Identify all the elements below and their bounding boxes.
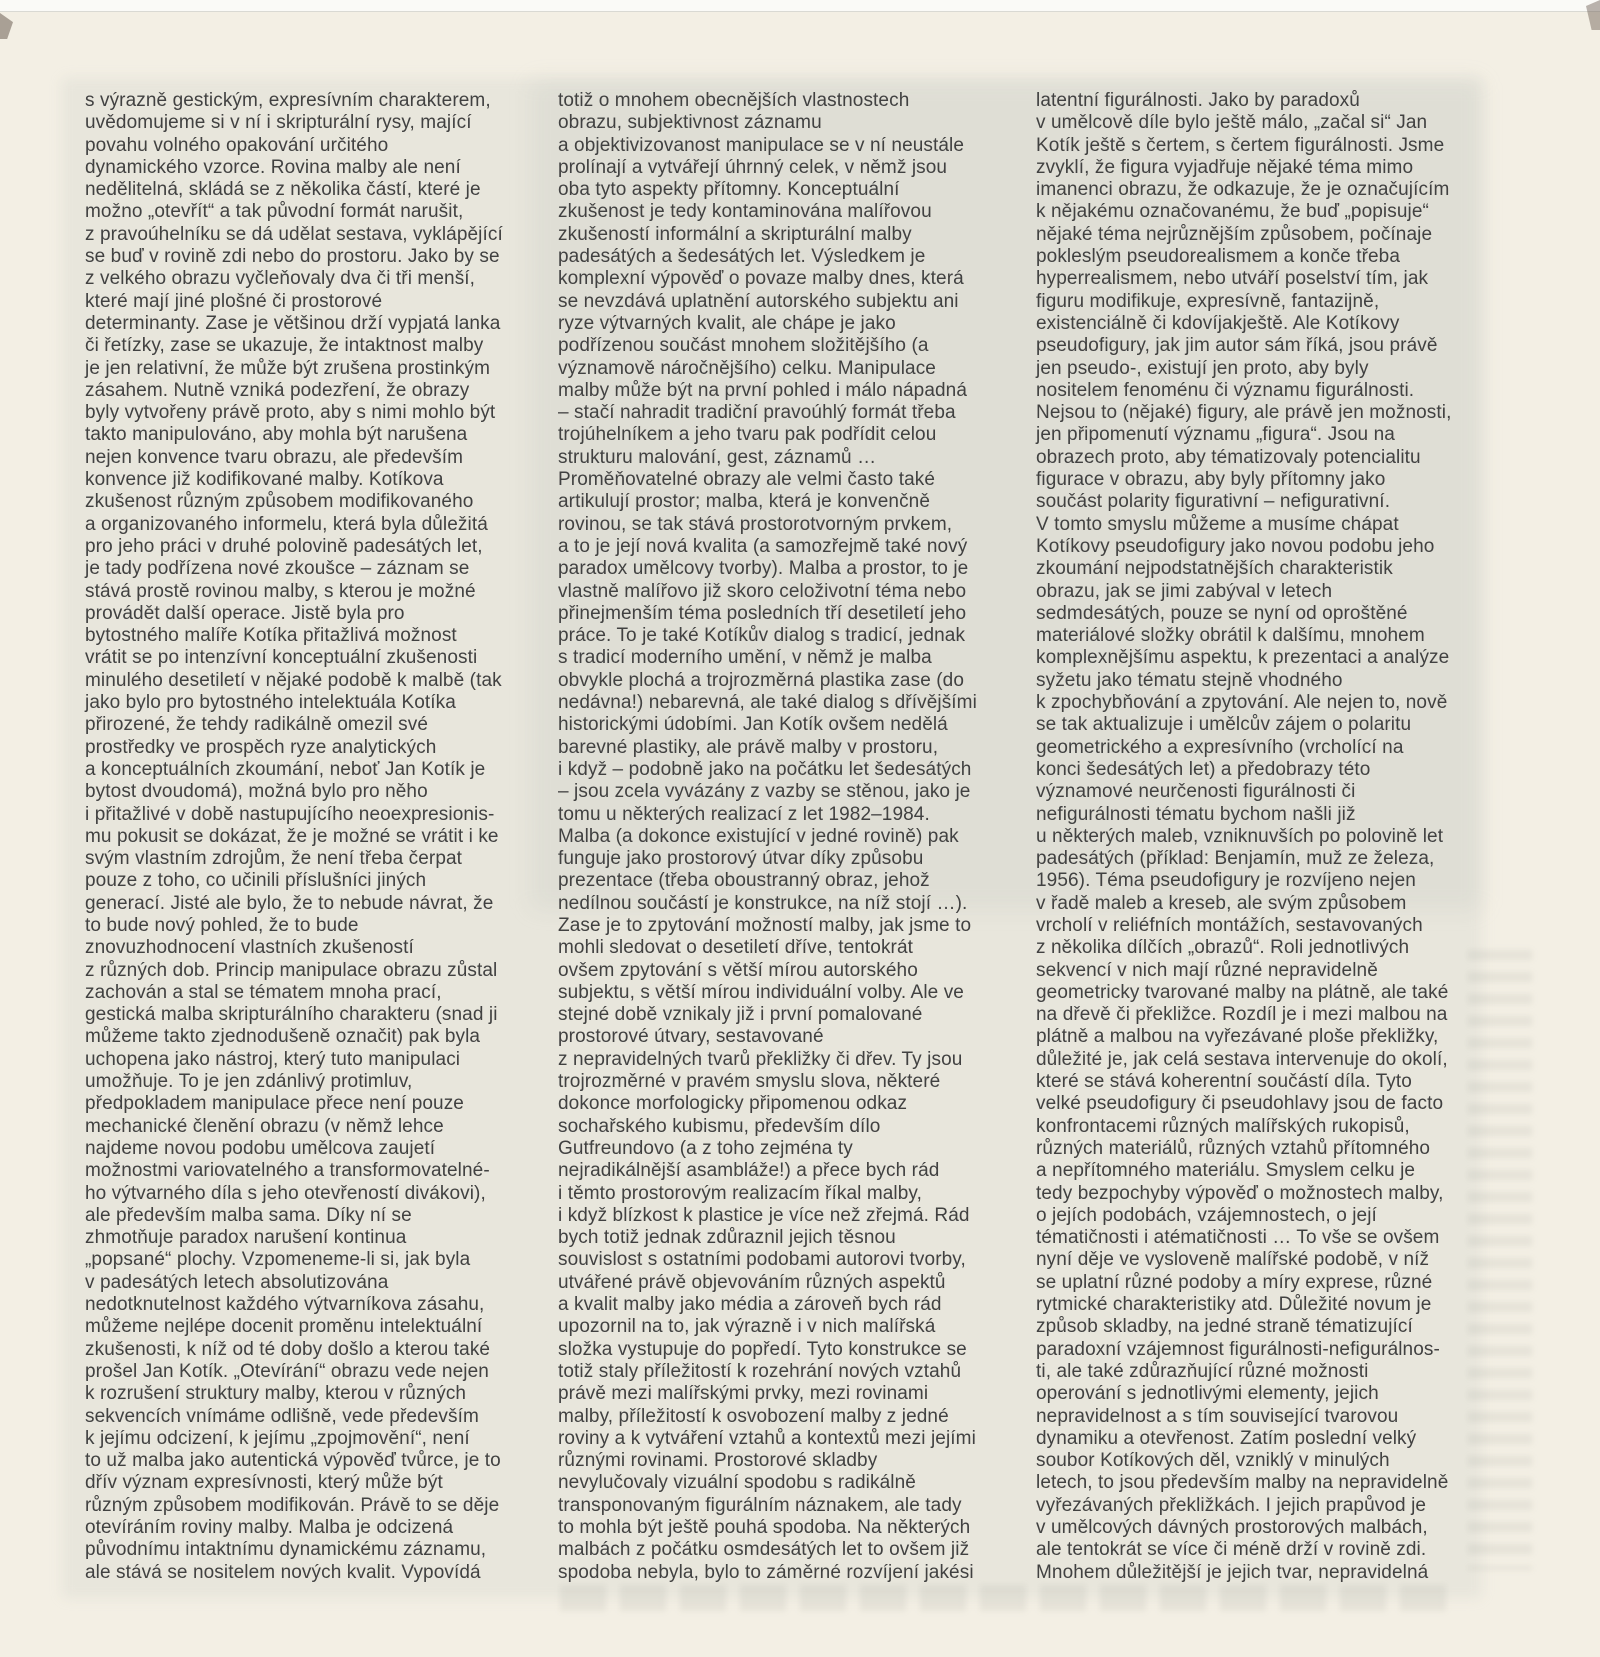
text-line: nejen konvence tvaru obrazu, ale především bbox=[85, 446, 464, 468]
text-line: ale především malba sama. Díky ní se bbox=[85, 1204, 412, 1226]
text-line: 1956). Téma pseudofigury je rozvíjeno nejen bbox=[1036, 870, 1416, 892]
text-line: zkušenost je tedy kontaminována malířovou bbox=[558, 201, 932, 223]
text-line: generací. Jisté ale bylo, že to nebude návrat, že bbox=[85, 892, 494, 914]
text-line: hyperrealismem, nebo utváří poselství tím, jak bbox=[1036, 268, 1429, 290]
text-line: možno „otevřít“ a tak původní formát narušit, bbox=[85, 201, 464, 223]
text-line: vrátit se po intenzívní konceptuální zkušenosti bbox=[85, 647, 478, 669]
text-line: byly vytvořeny právě proto, aby s nimi mohlo být bbox=[85, 402, 496, 424]
text-line: sochařského kubismu, především dílo bbox=[558, 1115, 881, 1137]
text-column-3 bbox=[1036, 90, 1484, 1584]
text-line: které mají jiné plošné či prostorové bbox=[85, 290, 383, 312]
text-line: významově náročnějšího) celku. Manipulace bbox=[558, 357, 936, 379]
text-line: ryze výtvarných kvalit, ale chápe je jako bbox=[558, 312, 896, 334]
text-line: i když – podobně jako na počátku let šedesátých bbox=[558, 758, 972, 780]
text-line: Zase je to zpytování možností malby, jak jsme to bbox=[558, 914, 972, 936]
text-line: nedotknutelnost každého výtvarníkova zásahu, bbox=[85, 1294, 485, 1316]
text-column-2 bbox=[558, 90, 1006, 1584]
text-line: složka vystupuje do popředí. Tyto konstrukce se bbox=[558, 1338, 967, 1360]
text-line: právě mezi malířskými prvky, mezi rovinami bbox=[558, 1383, 929, 1405]
text-line: latentní figurálnosti. Jako by paradoxů bbox=[1036, 90, 1360, 111]
text-line: v umělcových dávných prostorových malbách, bbox=[1036, 1517, 1428, 1538]
scan-top-edge bbox=[0, 0, 1600, 12]
text-line: – jsou zcela vyvázány z vazby se stěnou, jako je bbox=[558, 781, 971, 803]
text-line: to už malba jako autentická výpověď tvůrce, je to bbox=[85, 1450, 501, 1472]
text-line: v padesátých letech absolutizována bbox=[85, 1271, 389, 1293]
text-line: z nepravidelných tvarů překližky či dřev. Ty jsou bbox=[558, 1048, 963, 1070]
text-line: artikulují prostor; malba, která je konvenčně bbox=[558, 491, 931, 513]
text-line: komplexnějšímu aspektu, k prezentaci a analýze bbox=[1036, 647, 1450, 669]
text-line: V tomto smyslu můžeme a musíme chápat bbox=[1036, 513, 1399, 535]
text-line: historickými údobími. Jan Kotík ovšem nedělá bbox=[558, 714, 948, 736]
text-line: plátně a malbou na vyřezávané ploše překližky, bbox=[1036, 1026, 1439, 1048]
text-line: totiž staly příležitostí k rozehrání nových vztahů bbox=[558, 1360, 962, 1382]
text-line: a kvalit malby jako média a zároveň bych rád bbox=[558, 1294, 942, 1316]
text-line: transponovaným figurálním náznakem, ale tady bbox=[558, 1494, 962, 1516]
text-line: souvislost s ostatními podobami autorovi tvorby, bbox=[558, 1249, 966, 1271]
text-line: to bude nový pohled, že to bude bbox=[85, 914, 359, 936]
text-line: na dřevě či překližce. Rozdíl je i mezi malbou na bbox=[1036, 1004, 1448, 1026]
text-line: nepravidelnost a s tím související tvarovou bbox=[1036, 1405, 1399, 1427]
text-line: nedělitelná, skládá se z několika částí, které je bbox=[85, 179, 481, 201]
text-line: zkušenost různým způsobem modifikovaného bbox=[85, 491, 474, 513]
text-line: znovuzhodnocení vlastních zkušeností bbox=[85, 937, 414, 959]
text-line: gestická malba skripturálního charakteru (snad ji bbox=[85, 1004, 498, 1026]
text-line: různým způsobem modifikován. Právě to se děje bbox=[85, 1494, 500, 1516]
text-line: různými rovinami. Prostorové skladby bbox=[558, 1450, 878, 1472]
text-line: součást polarity figurativní – nefigurativní. bbox=[1036, 491, 1391, 513]
text-line: syžetu jako tématu stejně vhodného bbox=[1036, 669, 1343, 691]
text-line: sekvencí v nich mají různé nepravidelně bbox=[1036, 959, 1378, 981]
text-line: bych totiž jednak zdůraznil jejich těsnou bbox=[558, 1227, 896, 1249]
text-line: v umělcově díle bylo ještě málo, „začal si“ Jan bbox=[1036, 112, 1428, 134]
text-line: možnostmi variovatelného a transformovatelné- bbox=[85, 1160, 490, 1182]
text-line: utvářené právě objevováním různých aspektů bbox=[558, 1271, 946, 1293]
text-line: z různých dob. Princip manipulace obrazu zůstal bbox=[85, 959, 498, 981]
text-line: oba tyto aspekty přítomny. Konceptuální bbox=[558, 179, 900, 201]
text-line: i přitažlivé v době nastupujícího neoexpresionis- bbox=[85, 803, 495, 825]
text-line: padesátých (příklad: Benjamín, muž ze železa, bbox=[1036, 848, 1435, 870]
text-line: paradox umělcovy tvorby). Malba a prostor, to je bbox=[558, 558, 969, 580]
text-line: dřív význam expresívnosti, který může být bbox=[85, 1472, 443, 1494]
text-line: mechanické členění obrazu (v němž lehce bbox=[85, 1115, 444, 1137]
text-line: Mnohem důležitější je jejich tvar, nepravidelná bbox=[1036, 1561, 1429, 1583]
text-line: ti, ale také zdůrazňující různé možnosti bbox=[1036, 1360, 1369, 1382]
text-line: ho výtvarného díla s jeho otevřeností divákovi), bbox=[85, 1182, 486, 1204]
text-line: pseudofigury, jak jim autor sám říká, jsou právě bbox=[1036, 335, 1438, 357]
text-line: malbách z počátku osmdesátých let to ovšem již bbox=[558, 1539, 970, 1561]
text-line: to mohla být ještě pouhá spodoba. Na některých bbox=[558, 1517, 971, 1538]
text-line: pro jeho práci v druhé polovině padesátých let, bbox=[85, 535, 483, 557]
text-line: konci šedesátých let) a předobrazy této bbox=[1036, 758, 1371, 780]
text-line: provádět další operace. Jistě byla pro bbox=[85, 602, 405, 624]
text-line: tomu u některých realizací z let 1982–1984. bbox=[558, 803, 930, 825]
text-line: obvykle plochá a trojrozměrná plastika zase (do bbox=[558, 669, 965, 691]
scan-corner-mark-left bbox=[0, 13, 13, 39]
text-line: Kotíkovy pseudofigury jako novou podobu jeho bbox=[1036, 535, 1435, 557]
text-line: nejradikálnější asambláže!) a přece bych rád bbox=[558, 1160, 940, 1182]
text-line: figuru modifikuje, expresívně, fantazijně, bbox=[1036, 290, 1380, 312]
text-line: malby, příležitostí k osvobození malby z jedné bbox=[558, 1405, 949, 1427]
text-line: k jejímu odcizení, k jejímu „zpojmovění“, není bbox=[85, 1427, 470, 1449]
text-line: nefigurálnosti tématu bychom našli již bbox=[1036, 803, 1356, 825]
text-line: a organizovaného informelu, která byla důležitá bbox=[85, 513, 488, 535]
text-line: sekvencích vnímáme odlišně, vede především bbox=[85, 1405, 479, 1427]
text-line: bytost dvoudomá), možná bylo pro něho bbox=[85, 781, 428, 803]
text-line: se tak aktualizuje i umělcův zájem o polaritu bbox=[1036, 714, 1412, 736]
text-line: najdeme novou podobu umělcova zaujetí bbox=[85, 1137, 436, 1159]
text-line: obrazu, subjektivnost záznamu bbox=[558, 112, 822, 134]
text-line: v řadě maleb a kreseb, ale svým způsobem bbox=[1036, 892, 1407, 914]
text-line: podřízenou součást mnohem složitějšího (a bbox=[558, 335, 929, 357]
text-line: barevné plastiky, ale právě malby v prostoru, bbox=[558, 736, 939, 758]
text-line: imanenci obrazu, že odkazuje, že je označujícím bbox=[1036, 179, 1450, 201]
text-line: způsob skladby, na jedné straně tématizující bbox=[1036, 1316, 1413, 1338]
text-line: u některých maleb, vzniknuvších po polovině let bbox=[1036, 825, 1444, 847]
text-line: rytmické charakteristiky atd. Důležité novum je bbox=[1036, 1294, 1432, 1316]
text-line: strukturu malování, gest, záznamů … bbox=[558, 446, 877, 468]
text-line: můžeme takto zjednodušeně označit) pak byla bbox=[85, 1026, 481, 1048]
text-line: k rozrušení struktury malby, kterou v různých bbox=[85, 1383, 467, 1405]
text-line: práce. To je také Kotíkův dialog s tradicí, jednak bbox=[558, 625, 966, 647]
text-line: nevylučovaly vizuální spodobu s radikálně bbox=[558, 1472, 916, 1494]
text-line: nyní děje ve vysloveně malířské podobě, v níž bbox=[1036, 1249, 1430, 1271]
text-line: důležité je, jak celá sestava intervenuje do okolí, bbox=[1036, 1048, 1448, 1070]
text-line: se nevzdává uplatnění autorského subjektu ani bbox=[558, 290, 959, 312]
text-line: o jejích podobách, vzájemnostech, o její bbox=[1036, 1204, 1377, 1226]
text-line: konfrontacemi různých malířských rukopisů, bbox=[1036, 1115, 1410, 1137]
text-line: významové neurčenosti figurálnosti či bbox=[1036, 781, 1356, 803]
text-line: velké pseudofigury či pseudohlavy jsou de facto bbox=[1036, 1093, 1444, 1115]
text-line: mu pokusit se dokázat, že je možné se vrátit i ke bbox=[85, 825, 499, 847]
text-line: k zpochybňování a zpytování. Ale nejen to, nově bbox=[1036, 692, 1448, 714]
text-line: a konceptuálních zkoumání, neboť Jan Kotík je bbox=[85, 758, 486, 780]
text-line: i těmto prostorovým realizacím říkal malby, bbox=[558, 1182, 922, 1204]
text-line: operování s jednotlivými elementy, jejich bbox=[1036, 1383, 1379, 1405]
text-line: determinanty. Zase je většinou drží vypjatá lanka bbox=[85, 312, 501, 334]
text-line: stejné době vznikaly již i první pomalované bbox=[558, 1004, 923, 1026]
text-line: prošel Jan Kotík. „Otevírání“ obrazu vede nejen bbox=[85, 1360, 489, 1382]
text-line: vrcholí v reliéfních montážích, sestavovaných bbox=[1036, 914, 1423, 936]
text-line: z pravoúhelníku se dá udělat sestava, vyklápějící bbox=[85, 223, 503, 245]
text-line: geometrického a expresívního (vrcholící na bbox=[1036, 736, 1404, 758]
text-line: a to je její nová kvalita (a samozřejmě také nový bbox=[558, 535, 968, 557]
text-line: můžeme nejlépe docenit proměnu intelektuální bbox=[85, 1316, 483, 1338]
text-line: vyřezávaných překližkách. I jejich prapůvod je bbox=[1036, 1494, 1427, 1516]
text-line: zachován a stal se tématem mnoha prací, bbox=[85, 981, 442, 1003]
text-line: otevíráním roviny malby. Malba je odcizená bbox=[85, 1517, 454, 1538]
text-line: ale tentokrát se více či méně drží v rovině zdi. bbox=[1036, 1539, 1427, 1561]
text-line: zkušeností informální a skripturální malby bbox=[558, 223, 912, 245]
text-line: je jen relativní, že může být zrušena prostinkým bbox=[85, 357, 491, 379]
text-line: zvyklí, že figura vyjadřuje nějaké téma mimo bbox=[1036, 156, 1414, 178]
text-line: prostředky ve prospěch ryze analytických bbox=[85, 736, 437, 758]
text-line: jen připomenutí významu „figura“. Jsou na bbox=[1036, 424, 1395, 446]
text-line: – stačí nahradit tradiční pravoúhlý formát třeba bbox=[558, 402, 956, 424]
text-line: se buď v rovině zdi nebo do prostoru. Jako by se bbox=[85, 246, 500, 268]
text-line: prolínají a vytvářejí úhrnný celek, v němž jsou bbox=[558, 156, 948, 178]
text-line: Proměňovatelné obrazy ale velmi často také bbox=[558, 469, 936, 491]
text-line: uchopena jako nástroj, který tuto manipulaci bbox=[85, 1048, 461, 1070]
text-line: „popsané“ plochy. Vzpomeneme-li si, jak byla bbox=[85, 1249, 471, 1271]
text-line: Gutfreundovo (a z toho zejména ty bbox=[558, 1137, 853, 1159]
text-line: takto manipulováno, aby mohla být narušena bbox=[85, 424, 468, 446]
text-line: z velkého obrazu vyčleňovaly dva či tři menší, bbox=[85, 268, 476, 290]
text-line: je tady podřízena nové zkoušce – záznam se bbox=[85, 558, 470, 580]
page-bleedthrough-bottom bbox=[560, 1585, 1460, 1611]
text-line: vlastně malířovo již skoro celoživotní téma nebo bbox=[558, 580, 967, 602]
text-line: nějaké téma nejrůznějším způsobem, počínaje bbox=[1036, 223, 1433, 245]
text-line: zkušenosti, k níž od té doby došlo a kterou také bbox=[85, 1338, 491, 1360]
text-line: malby může být na první pohled i málo nápadná bbox=[558, 379, 968, 401]
text-line: funguje jako prostorový útvar díky způsobu bbox=[558, 848, 924, 870]
text-line: pouze z toho, co učinili příslušníci jiných bbox=[85, 870, 427, 892]
text-line: trojrozměrné v pravém smyslu slova, některé bbox=[558, 1071, 941, 1093]
text-line: dynamiku a otevřenost. Zatím poslední velký bbox=[1036, 1427, 1417, 1449]
text-line: a objektivizovanost manipulace se v ní neustále bbox=[558, 134, 965, 156]
text-line: geometricky tvarované malby na plátně, ale také bbox=[1036, 981, 1449, 1003]
text-line: padesátých a šedesátých let. Výsledkem je bbox=[558, 246, 926, 268]
text-line: k nějakému označovanému, že buď „popisuje“ bbox=[1036, 201, 1429, 223]
text-line: obrazu, jak se jimi zabýval v letech bbox=[1036, 580, 1333, 602]
text-line: dynamického vzorce. Rovina malby ale není bbox=[85, 156, 461, 178]
text-line: zkoumání nejpodstatnějších charakteristik bbox=[1036, 558, 1393, 580]
text-line: a nepřítomného materiálu. Smyslem celku je bbox=[1036, 1160, 1416, 1182]
text-line: prostorové útvary, sestavované bbox=[558, 1026, 824, 1048]
text-line: dokonce morfologicky připomenou odkaz bbox=[558, 1093, 908, 1115]
text-line: rovinou, se tak stává prostorotvorným prvkem, bbox=[558, 513, 953, 535]
text-line: uvědomujeme si v ní i skripturální rysy, mající bbox=[85, 112, 472, 134]
text-line: Malba (a dokonce existující v jedné rovině) pak bbox=[558, 825, 959, 847]
text-line: sedmdesátých, pouze se nyní od oproštěné bbox=[1036, 602, 1408, 624]
text-line: povahu volného opakování určitého bbox=[85, 134, 389, 156]
text-line: minulého desetiletí v nějaké podobě k malbě (tak bbox=[85, 669, 502, 691]
text-line: subjektu, s větší mírou individuální volby. Ale ve bbox=[558, 981, 964, 1003]
text-column-1 bbox=[85, 90, 533, 1584]
text-line: přinejmenším téma posledních tří desetiletí jeho bbox=[558, 602, 967, 624]
text-line: letech, to jsou především malby na nepravidelně bbox=[1036, 1472, 1449, 1494]
text-line: různých materiálů, různých vztahů přítomného bbox=[1036, 1137, 1431, 1159]
text-line: roviny a k vytváření vztahů a kontextů mezi jejími bbox=[558, 1427, 976, 1449]
text-line: trojúhelníkem a jeho tvaru pak podřídit celou bbox=[558, 424, 937, 446]
text-line: soubor Kotíkových děl, vzniklý v minulých bbox=[1036, 1450, 1390, 1472]
text-line: bytostného malíře Kotíka přitažlivá možnost bbox=[85, 625, 457, 647]
text-line: materiálové složky obrátil k dalšímu, mnohem bbox=[1036, 625, 1425, 647]
text-line: konvence již kodifikované malby. Kotíkova bbox=[85, 469, 444, 491]
text-line: s výrazně gestickým, expresívním charakterem, bbox=[85, 90, 491, 111]
text-line: předpokladem manipulace přece není pouze bbox=[85, 1093, 464, 1115]
text-line: spodoba nebyla, bylo to záměrné rozvíjení jakési bbox=[558, 1561, 974, 1583]
text-line: pokleslým pseudorealismem a konče třeba bbox=[1036, 246, 1401, 268]
text-line: nedávna!) nebarevná, ale také dialog s dřívějšími bbox=[558, 692, 977, 714]
text-line: svým vlastním zdrojům, že není třeba čerpat bbox=[85, 848, 463, 870]
text-line: přirozené, že tehdy radikálně omezil své bbox=[85, 714, 429, 736]
text-line: zhmotňuje paradox narušení kontinua bbox=[85, 1227, 407, 1249]
text-line: zásahem. Nutně vzniká podezření, že obrazy bbox=[85, 379, 470, 401]
text-line: se uplatní různé podoby a míry exprese, různé bbox=[1036, 1271, 1433, 1293]
text-line: obrazech proto, aby tématizovaly potencialitu bbox=[1036, 446, 1421, 468]
text-line: jako bylo pro bytostného intelektuála Kotíka bbox=[85, 692, 456, 714]
text-line: stává prostě rovinou malby, s kterou je možné bbox=[85, 580, 476, 602]
text-line: ale stává se nositelem nových kvalit. Vypovídá bbox=[85, 1561, 481, 1583]
text-line: Kotík ještě s čertem, s čertem figurálnosti. Jsme bbox=[1036, 134, 1445, 156]
text-line: ovšem zpytování s větší mírou autorského bbox=[558, 959, 918, 981]
text-line: tématičnosti i atématičnosti … To vše se ovšem bbox=[1036, 1227, 1440, 1249]
text-line: jen pseudo-, existují jen proto, aby byly bbox=[1036, 357, 1369, 379]
text-line: s tradicí moderního umění, v němž je malba bbox=[558, 647, 932, 669]
text-line: které se stává koherentní součástí díla. Tyto bbox=[1036, 1071, 1412, 1093]
text-line: či řetízky, zase se ukazuje, že intaktnost malby bbox=[85, 335, 484, 357]
text-line: komplexní výpověď o povaze malby dnes, která bbox=[558, 268, 964, 290]
text-line: Nejsou to (nějaké) figury, ale právě jen možnosti, bbox=[1036, 402, 1452, 424]
text-line: z několika dílčích „obrazů“. Roli jednotlivých bbox=[1036, 937, 1410, 959]
text-line: upozornil na to, jak výrazně i v nich malířská bbox=[558, 1316, 936, 1338]
text-line: i když blízkost k plastice je více než zřejmá. Rád bbox=[558, 1204, 970, 1226]
text-line: nositelem fenoménu či významu figurálnosti. bbox=[1036, 379, 1415, 401]
text-line: mohli sledovat o desetiletí dříve, tentokrát bbox=[558, 937, 914, 959]
text-line: paradoxní vzájemnost figurálnosti-nefigurálnos- bbox=[1036, 1338, 1440, 1360]
text-line: existenciálně či kdovíjakještě. Ale Kotíkovy bbox=[1036, 312, 1400, 334]
text-line: nedílnou součástí je konstrukce, na níž stojí …). bbox=[558, 892, 968, 914]
text-line: prezentace (třeba oboustranný obraz, jehož bbox=[558, 870, 930, 892]
text-line: tedy bezpochyby výpověď o možnostech malby, bbox=[1036, 1182, 1444, 1204]
text-line: figurace v obrazu, aby byly přítomny jako bbox=[1036, 469, 1386, 491]
text-line: umožňuje. To je jen zdánlivý protimluv, bbox=[85, 1071, 413, 1093]
text-line: původnímu intaktnímu dynamickému záznamu, bbox=[85, 1539, 487, 1561]
text-line: totiž o mnohem obecnějších vlastnostech bbox=[558, 90, 910, 111]
